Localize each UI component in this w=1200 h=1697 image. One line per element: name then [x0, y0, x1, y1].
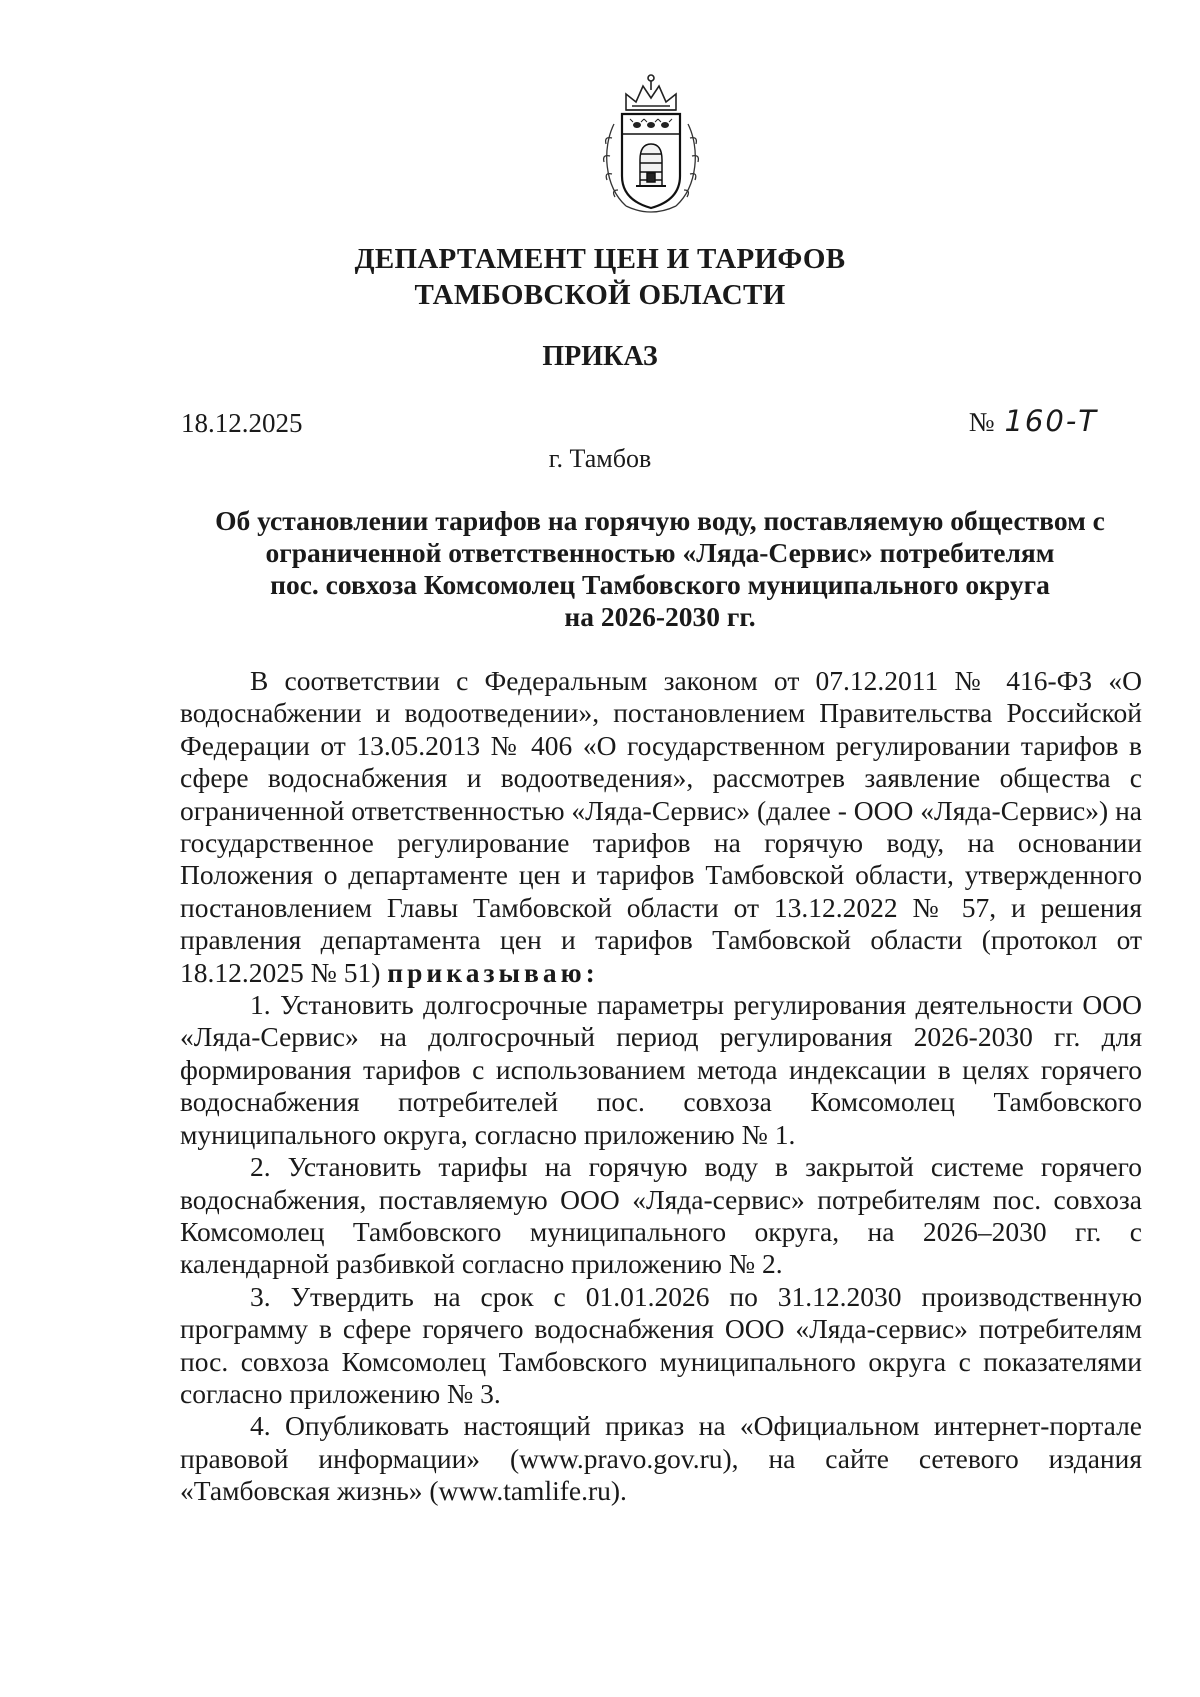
- preamble-paragraph: [180, 665, 1142, 989]
- order-item-1: 1. Установить долгосрочные параметры регулирования деятельности ООО «Ляда-Сервис» на долгосрочный период регулирования 2026-2030 гг. для формирования тарифов с использованием метода индексации в целях горячего водоснабжения потребителей пос. совхоза Комсомолец Тамбовского муниципального округа, согласно приложению № 1.: [180, 989, 1142, 1150]
- order-city: г. Тамбов: [548, 444, 652, 473]
- order-date: 18.12.2025: [181, 408, 303, 438]
- subject-line: на 2026-2030 гг.: [564, 601, 756, 632]
- subject-line: ограниченной ответственностью «Ляда-Сервис» потребителям: [265, 537, 1055, 568]
- order-item-2: 2. Установить тарифы на горячую воду в закрытой системе горячего водоснабжения, поставляемую ООО «Ляда-сервис» потребителям пос. совхоза Комсомолец Тамбовского муниципального округа, на 2026–2030 гг. с календарной разбивкой согласно приложению № 2.: [180, 1151, 1142, 1280]
- order-number: [969, 404, 1098, 438]
- prikaz-word: приказываю:: [387, 956, 599, 988]
- tambov-coat-of-arms-icon: [596, 68, 706, 218]
- subject-line: пос. совхоза Комсомолец Тамбовского муниципального округа: [270, 569, 1050, 600]
- department-name-line2: ТАМБОВСКОЙ ОБЛАСТИ: [414, 279, 786, 311]
- order-item-4: 4. Опубликовать настоящий приказ на «Официальном интернет-портале правовой информации» (www.pravo.gov.ru), на сайте сетевого издания «Тамбовская жизнь» (www.tamlife.ru).: [180, 1410, 1142, 1507]
- document-type-title: ПРИКАЗ: [542, 341, 658, 372]
- number-sign: №: [968, 407, 995, 437]
- order-body: [180, 665, 1142, 1508]
- order-subject: [180, 505, 1140, 633]
- handwritten-order-number: 160-Т: [1004, 404, 1098, 438]
- order-item-3: 3. Утвердить на срок с 01.01.2026 по 31.12.2030 производственную программу в сфере горячего водоснабжения ООО «Ляда-сервис» потребителям пос. совхоза Комсомолец Тамбовского муниципального округа с показателями согласно приложению № 3.: [180, 1280, 1142, 1409]
- preamble-text: В соответствии с Федеральным законом от 07.12.2011 № 416-ФЗ «О водоснабжении и водоотведении», постановлением Правительства Российской Федерации от 13.05.2013 № 406 «О государственном регулировании тарифов в сфере водоснабжения и водоотведения», рассмотрев заявление общества с ограниченной ответственностью «Ляда-Сервис» (далее - ООО «Ляда-Сервис») на государственное регулирование тарифов на горячую воду, на основании Положения о департаменте цен и тарифов Тамбовской области, утвержденного постановлением Главы Тамбовской области от 13.12.2022 № 57, и решения правления департамента цен и тарифов Тамбовской области (протокол от 18.12.2025 № 51): [180, 665, 1142, 988]
- department-name-line1: ДЕПАРТАМЕНТ ЦЕН И ТАРИФОВ: [354, 243, 846, 275]
- subject-line: Об установлении тарифов на горячую воду, поставляемую обществом с: [215, 505, 1105, 536]
